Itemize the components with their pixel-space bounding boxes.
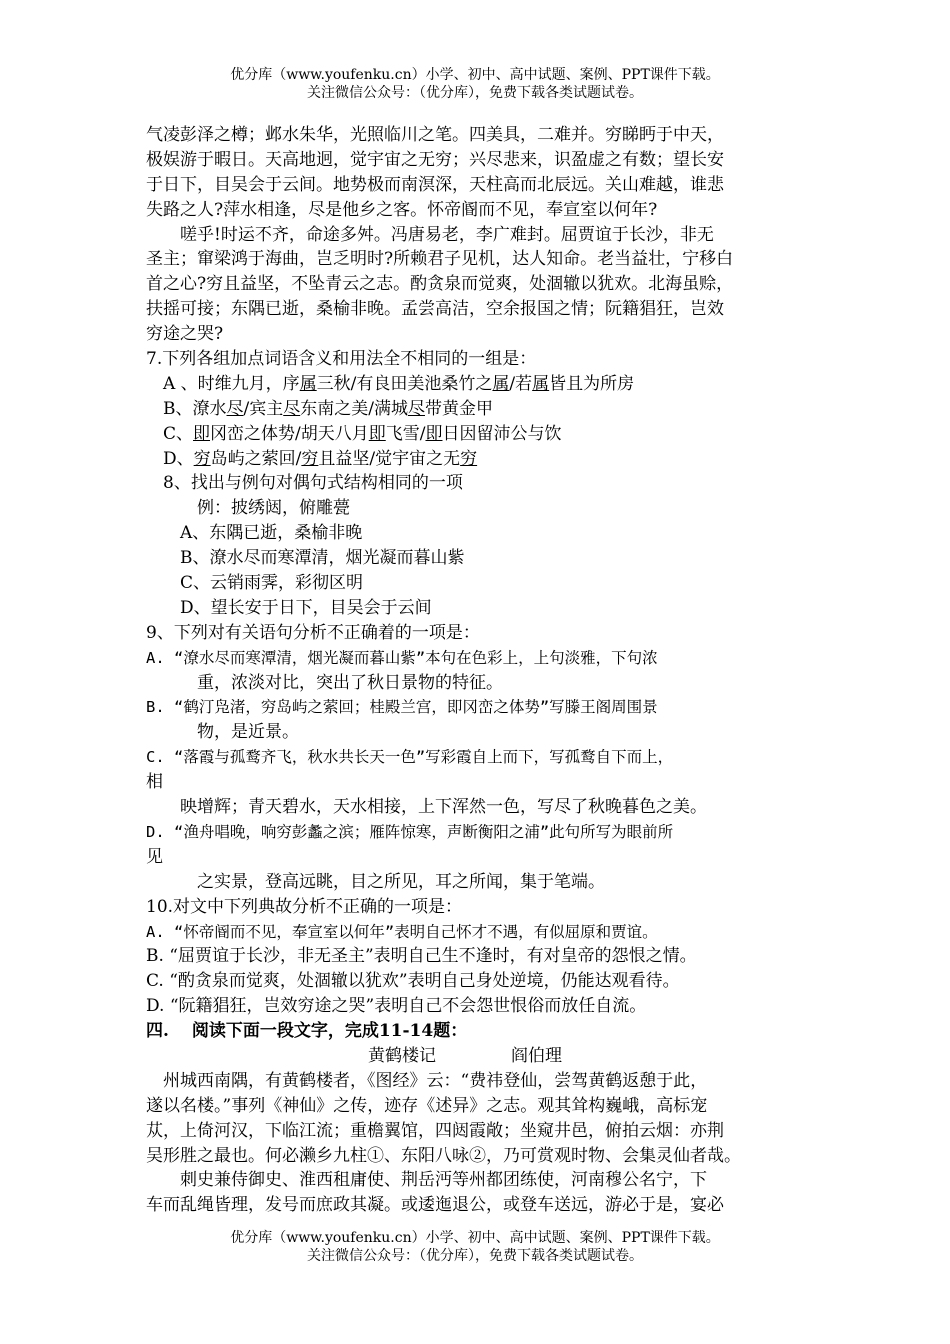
- article-line: 州城西南隅，有黄鹤楼者，《图经》云：“费祎登仙，尝驾黄鹤返憩于此，: [146, 1070, 708, 1091]
- question-9-option-b-cont: 物，是近景。: [146, 722, 299, 743]
- article-line: 吴形胜之最也。何必濑乡九柱①、东阳八咏②，乃可赏观时物、会集灵仙者哉。: [146, 1145, 741, 1166]
- question-8-option-b: B、潦水尽而寒潭清，烟光凝而暮山紫: [146, 548, 465, 569]
- passage-line: 失路之人?萍水相逢，尽是他乡之客。怀帝阍而不见，奉宣室以何年?: [146, 199, 658, 220]
- passage-line: 气凌彭泽之樽；邺水朱华，光照临川之笔。四美具，二难并。穷睇眄于中天，: [146, 125, 724, 145]
- header-line-2: 关注微信公众号：（优分库），免费下载各类试题试卷。: [307, 85, 643, 101]
- header-line-1: 优分库（www.youfenku.cn）小学、初中、高中试题、案例、PPT课件下载。: [230, 67, 720, 83]
- question-10: [146, 895, 816, 1019]
- question-9-stem: 9、下列对有关语句分析不正确着的一项是：: [146, 622, 480, 643]
- passage-line: 圣主；窜梁鸿于海曲，岂乏明时?所赖君子见机，达人知命。老当益壮，宁移白: [146, 249, 734, 270]
- article-line: 遂以名楼。”事列《神仙》之传，迹存《述异》之志。观其耸构巍峨，高标宠: [146, 1095, 708, 1116]
- question-9-option-b: B. “鹤汀凫渚，穷岛屿之萦回；桂殿兰宫，即冈峦之体势”写滕王阁周围景: [146, 698, 658, 717]
- question-10-stem: 10.对文中下列典故分析不正确的一项是：: [146, 896, 463, 917]
- question-8-option-d: D、望长安于日下，目吴会于云间: [146, 597, 432, 618]
- question-10-option-c: C. “酌贪泉而觉爽，处涸辙以犹欢”表明自己身处逆境，仍能达观看待。: [146, 971, 680, 992]
- article-line: 苁，上倚河汉，下临江流；重檐翼馆，四闼霞敞；坐窥井邑，俯拍云烟：亦荆: [146, 1120, 724, 1141]
- passage-line: 嗟乎!时运不齐，命途多舛。冯唐易老，李广难封。屈贾谊于长沙，非无: [146, 224, 714, 245]
- passage-line: 于日下，目吴会于云间。地势极而南溟深，天柱高而北辰远。关山难越，谁悲: [146, 174, 724, 195]
- article-line: 车而乱绳皆理，发号而庶政其凝。或逶迤退公，或登车送远，游必于是，宴必: [146, 1195, 724, 1216]
- question-8-stem: 8、找出与例句对偶句式结构相同的一项: [146, 473, 463, 494]
- section-4: [146, 1019, 816, 1218]
- question-9-option-d-cont: 之实景，登高远眺，目之所见，耳之所闻，集于笔端。: [146, 871, 605, 892]
- question-9: [146, 621, 816, 895]
- passage-line: 扶摇可接；东隅已逝，桑榆非晚。孟尝高洁，空余报国之情；阮籍猖狂，岂效: [146, 299, 724, 320]
- article-line: 刺史兼侍御史、淮西租庸使、荆岳沔等州都团练使，河南穆公名宁，下: [146, 1170, 707, 1191]
- question-9-option-c-cont: 相: [146, 772, 163, 793]
- footer-line-2: 关注微信公众号：（优分库），免费下载各类试题试卷。: [307, 1248, 643, 1264]
- question-8-option-a: A、东隅已逝，桑榆非晚: [146, 523, 363, 544]
- question-9-option-d-cont: 见: [146, 846, 163, 867]
- question-9-option-d: D. “渔舟唱晚，响穷彭蠡之滨；雁阵惊寒，声断衡阳之浦”此句所写为眼前所: [146, 822, 674, 841]
- article-title: 黄鹤楼记: [368, 1045, 436, 1066]
- question-7-option-b: B、潦水尽/宾主尽东南之美/满城尽带黄金甲: [146, 398, 493, 419]
- question-7-option-c: C、即冈峦之体势/胡天八月即飞雪/即日因留沛公与饮: [146, 423, 562, 444]
- question-10-option-b: B. “屈贾谊于长沙，非无圣主”表明自己生不逢时，有对皇帝的怨恨之情。: [146, 946, 697, 967]
- question-7-option-d: D、穷岛屿之萦回/穷且益坚/觉宇宙之无穷: [146, 448, 478, 469]
- question-10-option-a: A. “怀帝阍而不见，奉宣室以何年”表明自己怀才不遇，有似屈原和贾谊。: [146, 922, 658, 941]
- article-title-line: [146, 1044, 816, 1069]
- question-7-option-a: A 、时维九月，序属三秋/有良田美池桑竹之属/若属皆且为所房: [146, 373, 635, 394]
- question-9-option-a-cont: 重，浓淡对比，突出了秋日景物的特征。: [146, 672, 503, 693]
- page-footer: [0, 1229, 950, 1265]
- section-4-heading: 四. 阅读下面一段文字，完成11-14题：: [146, 1021, 468, 1042]
- article-author: 阎伯理: [511, 1045, 562, 1066]
- footer-line-1: 优分库（www.youfenku.cn）小学、初中、高中试题、案例、PPT课件下载。: [230, 1230, 720, 1246]
- question-10-option-d: D. “阮籍猖狂，岂效穷途之哭”表明自己不会怨世恨俗而放任自流。: [146, 996, 647, 1017]
- question-8-option-c: C、云销雨霁，彩彻区明: [146, 573, 364, 594]
- page-header: [0, 66, 950, 102]
- question-9-option-c: C. “落霞与孤鹜齐飞，秋水共长天一色”写彩霞自上而下，写孤鹜自下而上，: [146, 748, 674, 767]
- passage: [146, 123, 816, 347]
- passage-line: 穷途之哭?: [146, 324, 224, 345]
- question-7-stem: 7.下列各组加点词语含义和用法全不相同的一组是：: [146, 349, 537, 370]
- passage-line: 首之心?穷且益坚，不坠青云之志。酌贪泉而觉爽，处涸辙以犹欢。北海虽赊，: [146, 274, 734, 295]
- question-9-option-c-cont: 映增辉；青天碧水，天水相接，上下浑然一色，写尽了秋晚暮色之美。: [146, 797, 707, 818]
- question-7: [146, 347, 816, 471]
- question-8-example: 例：披绣闼，俯雕甍: [146, 498, 350, 519]
- document-body: [146, 123, 816, 1218]
- question-8: [146, 471, 816, 620]
- passage-line: 极娱游于暇日。天高地迥，觉宇宙之无穷；兴尽悲来，识盈虚之有数；望长安: [146, 149, 724, 170]
- question-9-option-a: A. “潦水尽而寒潭清，烟光凝而暮山紫”本句在色彩上，上句淡雅，下句浓: [146, 648, 658, 667]
